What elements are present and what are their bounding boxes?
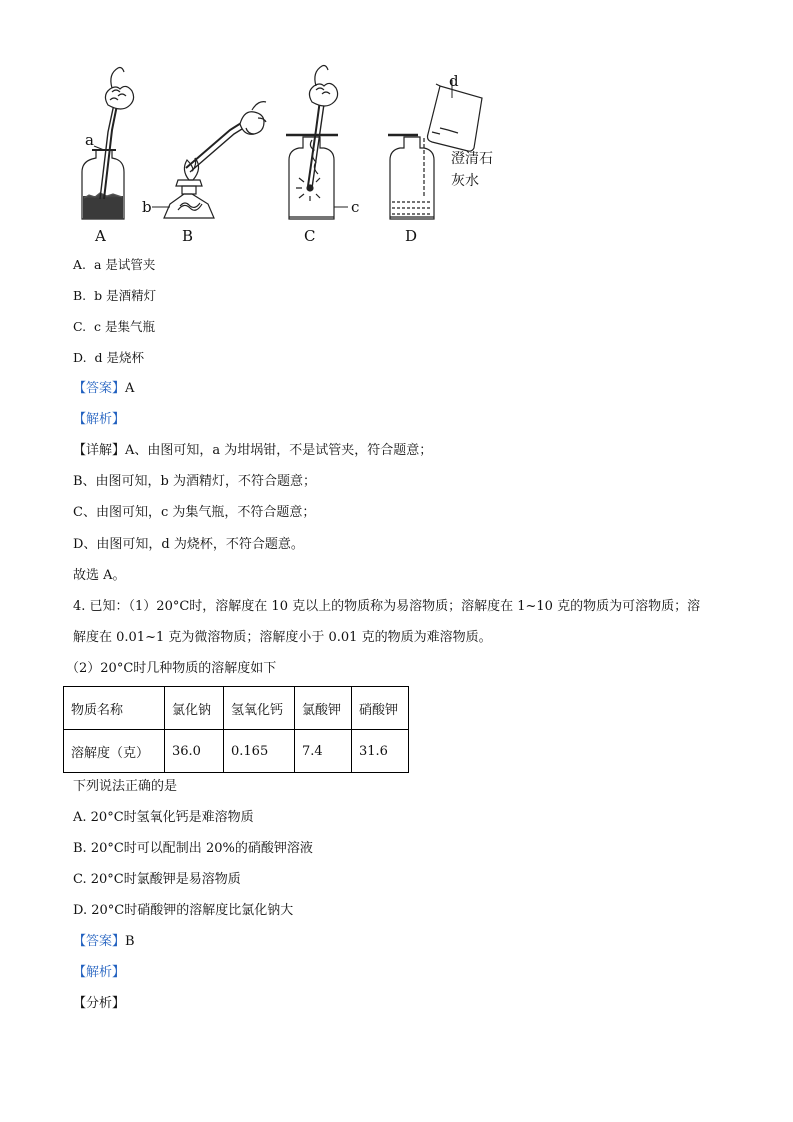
option-text: a 是试管夹 <box>93 257 156 272</box>
q4-table-intro: （2）20°C时几种物质的溶解度如下 <box>66 661 277 676</box>
table-cell: 物质名称 <box>64 687 165 730</box>
q3-option-d <box>73 350 144 366</box>
option-letter: A. <box>73 257 87 272</box>
answer-tag: 【答案】 <box>73 381 126 396</box>
detail-tag: 【详解】 <box>73 443 126 458</box>
table-cell: 氯化钠 <box>165 687 224 730</box>
q4-stem-line-2: 解度在 0.01~1 克为微溶物质；溶解度小于 0.01 克的物质为难溶物质。 <box>73 630 492 645</box>
table-cell: 硝酸钾 <box>352 687 409 730</box>
q4-analysis-tag: 【解析】 <box>73 965 126 980</box>
panel-c-drawing <box>286 66 348 220</box>
option-letter: C. <box>73 319 87 334</box>
q3-conclusion: 故选 A。 <box>73 568 126 583</box>
label-a: a <box>85 131 94 149</box>
q3-detail-line-2: B、由图可知，b 为酒精灯，不符合题意； <box>73 474 317 489</box>
q3-answer <box>73 381 134 397</box>
q3-detail-line-4: D、由图可知，d 为烧杯，不符合题意。 <box>73 537 304 552</box>
answer-value: B <box>125 934 135 949</box>
solubility-table <box>63 686 409 773</box>
table-cell: 31.6 <box>352 730 409 773</box>
table-cell: 0.165 <box>224 730 295 773</box>
q3-option-a <box>73 257 155 273</box>
label-d: d <box>449 72 459 90</box>
label-b: b <box>142 198 152 216</box>
table-cell: 氯酸钾 <box>295 687 352 730</box>
q3-detail-line-3: C、由图可知，c 为集气瓶，不符合题意； <box>73 505 316 520</box>
q3-option-b <box>73 288 156 304</box>
table-row <box>64 730 409 773</box>
answer-value: A <box>125 381 135 396</box>
table-cell: 氢氧化钙 <box>224 687 295 730</box>
q4-option-d: D. 20°C时硝酸钾的溶解度比氯化钠大 <box>73 903 294 918</box>
option-text: c 是集气瓶 <box>94 319 156 334</box>
table-cell: 36.0 <box>165 730 224 773</box>
panel-label-b: B <box>182 227 194 245</box>
table-header-row <box>64 687 409 730</box>
panel-b-drawing <box>152 102 266 218</box>
panel-label-c: C <box>304 227 316 245</box>
q4-option-c: C. 20°C时氯酸钾是易溶物质 <box>73 872 241 887</box>
panel-label-a: A <box>95 227 106 245</box>
q4-answer <box>73 934 135 950</box>
q3-option-c <box>73 319 155 335</box>
q4-stem-line-1: 4. 已知：（1）20°C时，溶解度在 10 克以上的物质称为易溶物质；溶解度在 1~10 克的物质为可溶物质；溶 <box>73 599 701 614</box>
panel-label-d: D <box>405 227 418 245</box>
answer-tag: 【答案】 <box>73 934 126 949</box>
q4-question: 下列说法正确的是 <box>73 779 178 794</box>
option-text: d 是烧杯 <box>94 350 144 365</box>
label-c: c <box>351 198 360 216</box>
q3-analysis-tag: 【解析】 <box>73 412 126 427</box>
apparatus-drawing <box>0 0 793 250</box>
option-text: b 是酒精灯 <box>94 288 157 303</box>
q4-fenxi-tag: 【分析】 <box>73 996 126 1011</box>
table-cell: 溶解度（克） <box>64 730 165 773</box>
limewater-label: 澄清石灰水 <box>451 151 493 189</box>
table-cell: 7.4 <box>295 730 352 773</box>
q4-option-b: B. 20°C时可以配制出 20%的硝酸钾溶液 <box>73 841 313 856</box>
q3-detail-line-1 <box>73 443 432 459</box>
option-letter: B. <box>73 288 87 303</box>
detail-text: A、由图可知，a 为坩埚钳，不是试管夹，符合题意； <box>125 443 433 458</box>
q4-option-a: A. 20°C时氢氧化钙是难溶物质 <box>73 810 254 825</box>
option-letter: D. <box>73 350 87 365</box>
